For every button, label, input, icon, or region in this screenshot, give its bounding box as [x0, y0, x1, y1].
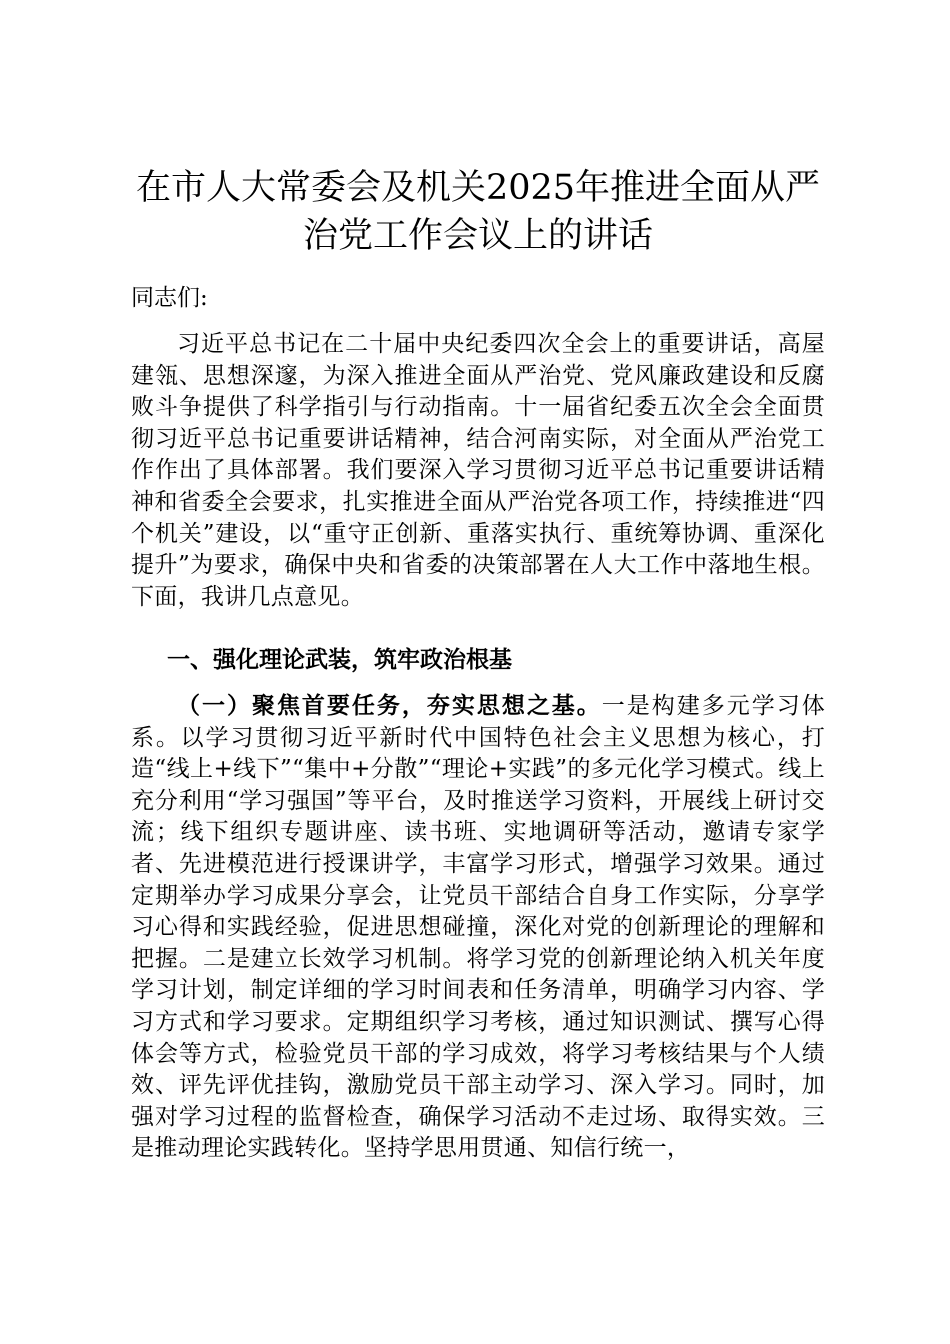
- title-line-1: 在市人大常委会及机关2025年推进全面从严: [135, 168, 821, 208]
- subsection-paragraph-1: [131, 690, 825, 1165]
- salutation: 同志们:: [131, 285, 208, 311]
- title-line-2: 治党工作会议上的讲话: [302, 216, 653, 256]
- subsection-lead: （一）聚焦首要任务，夯实思想之基。: [177, 692, 602, 719]
- intro-paragraph: 习近平总书记在二十届中央纪委四次全会上的重要讲话，高屋建瓴、思想深邃，为深入推进全面从严治党、党风廉政建设和反腐败斗争提供了科学指引与行动指南。十一届省纪委五次全会全面贯彻习近平总书记重要讲话精神，结合河南实际，对全面从严治党工作作出了具体部署。我们要深入学习贯彻习近平总书记重要讲话精神和省委全会要求，扎实推进全面从严治党各项工作，持续推进“四个机关”建设，以“重守正创新、重落实执行、重统筹协调、重深化提升”为要求，确保中央和省委的决策部署在人大工作中落地生根。下面，我讲几点意见。: [131, 331, 825, 610]
- section-heading-1: 一、强化理论武装，筑牢政治根基: [167, 646, 512, 673]
- subsection-body: 一是构建多元学习体系。以学习贯彻习近平新时代中国特色社会主义思想为核心，打造“线上+线下”“集中+分散”“理论+实践”的多元化学习模式。线上充分利用“学习强国”等平台，及时推送学习资料，开展线上研讨交流；线下组织专题讲座、读书班、实地调研等活动，邀请专家学者、先进模范进行授课讲学，丰富学习形式，增强学习效果。通过定期举办学习成果分享会，让党员干部结合自身工作实际，分享学习心得和实践经验，促进思想碰撞，深化对党的创新理论的理解和把握。二是建立长效学习机制。将学习党的创新理论纳入机关年度学习计划，制定详细的学习时间表和任务清单，明确学习内容、学习方式和学习要求。定期组织学习考核，通过知识测试、撰写心得体会等方式，检验党员干部的学习成效，将学习考核结果与个人绩效、评先评优挂钩，激励党员干部主动学习、深入学习。同时，加强对学习过程的监督检查，确保学习活动不走过场、取得实效。三是推动理论实践转化。坚持学思用贯通、知信行统一，: [131, 693, 825, 1162]
- document-title: [121, 164, 835, 260]
